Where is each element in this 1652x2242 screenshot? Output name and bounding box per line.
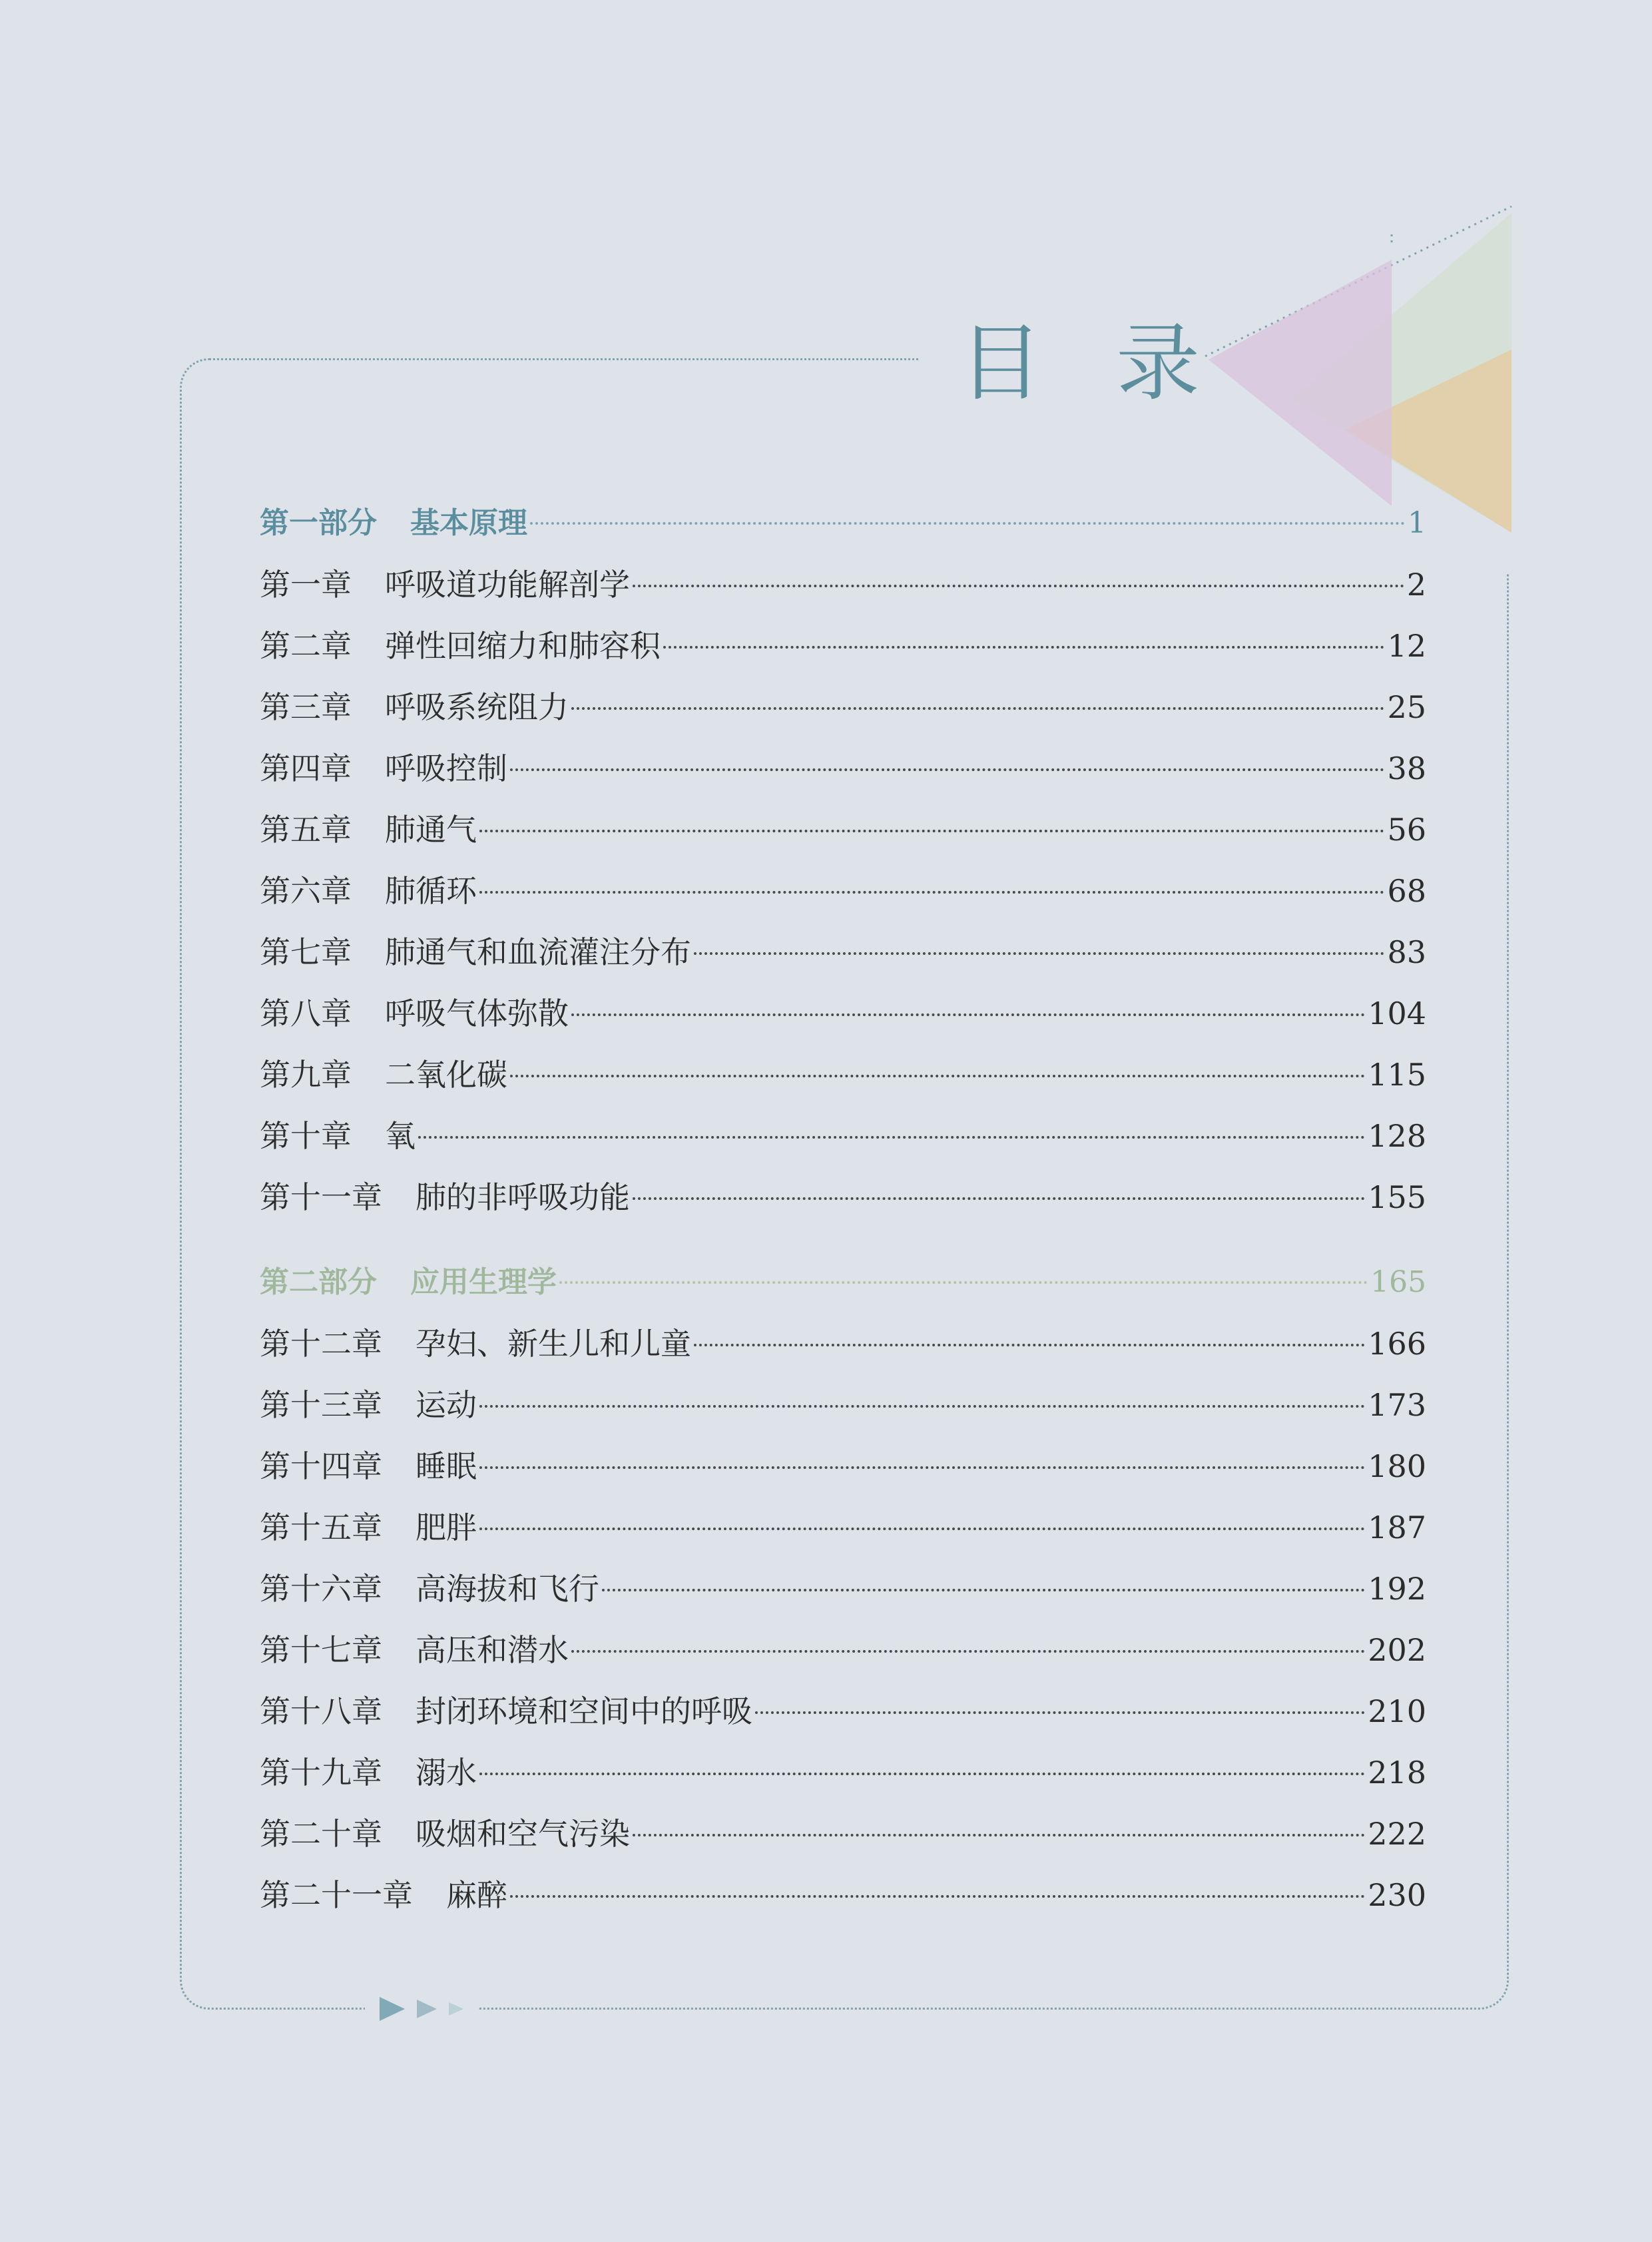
chapter-number: 第十三章 bbox=[260, 1387, 382, 1423]
page-number: 25 bbox=[1387, 689, 1426, 725]
dot-leader bbox=[530, 522, 1405, 525]
part-title: 应用生理学 bbox=[410, 1265, 557, 1299]
chapter-title: 溺水 bbox=[415, 1755, 477, 1791]
page-number: 115 bbox=[1368, 1057, 1426, 1093]
chapter-number: 第八章 bbox=[260, 995, 352, 1031]
page-number: 210 bbox=[1368, 1693, 1426, 1729]
dot-leader bbox=[479, 1405, 1365, 1408]
toc-chapter[interactable] bbox=[260, 860, 1426, 922]
dot-leader bbox=[510, 768, 1384, 771]
chapter-number: 第十四章 bbox=[260, 1448, 382, 1484]
chapter-number: 第十六章 bbox=[260, 1571, 382, 1607]
chapter-title: 高压和潜水 bbox=[415, 1632, 569, 1668]
chapter-number: 第十一章 bbox=[260, 1179, 382, 1215]
dot-leader bbox=[571, 1013, 1365, 1016]
title-char-2: 录 bbox=[1116, 314, 1200, 412]
chapter-number: 第六章 bbox=[260, 873, 352, 909]
dot-leader bbox=[510, 1895, 1365, 1898]
chapter-number: 第五章 bbox=[260, 812, 352, 848]
page-number: 218 bbox=[1368, 1755, 1426, 1791]
dot-leader bbox=[571, 1650, 1365, 1653]
dot-leader bbox=[633, 585, 1404, 587]
page-number: 173 bbox=[1368, 1387, 1426, 1423]
toc-chapter[interactable] bbox=[260, 799, 1426, 860]
chapter-title: 运动 bbox=[415, 1387, 477, 1423]
toc-chapter[interactable] bbox=[260, 1436, 1426, 1497]
chapter-title: 高海拔和飞行 bbox=[415, 1571, 599, 1607]
chapter-title: 肥胖 bbox=[415, 1510, 477, 1545]
toc-chapter[interactable] bbox=[260, 1497, 1426, 1558]
chapter-title: 二氧化碳 bbox=[385, 1057, 507, 1093]
chapter-number: 第四章 bbox=[260, 750, 352, 786]
part-number: 第二部分 bbox=[260, 1265, 377, 1299]
page-title bbox=[959, 306, 1200, 412]
page-number: 187 bbox=[1368, 1510, 1426, 1545]
title-char-1: 目 bbox=[959, 314, 1043, 412]
toc-chapter[interactable] bbox=[260, 1044, 1426, 1105]
part-title: 基本原理 bbox=[410, 506, 527, 540]
page-number: 230 bbox=[1368, 1877, 1426, 1913]
toc-chapter[interactable] bbox=[260, 1619, 1426, 1681]
page-number: 192 bbox=[1368, 1571, 1426, 1607]
chapter-title: 封闭环境和空间中的呼吸 bbox=[415, 1693, 752, 1729]
page-number: 68 bbox=[1387, 873, 1426, 909]
page-number: 56 bbox=[1387, 812, 1426, 848]
dot-leader bbox=[602, 1589, 1365, 1591]
chapter-title: 呼吸控制 bbox=[385, 750, 507, 786]
chapter-number: 第二十章 bbox=[260, 1816, 382, 1852]
toc-part-1[interactable] bbox=[260, 493, 1426, 554]
toc-chapter[interactable] bbox=[260, 983, 1426, 1044]
dot-leader bbox=[663, 646, 1384, 649]
chapter-number: 第二十一章 bbox=[260, 1877, 413, 1913]
chapter-title: 肺的非呼吸功能 bbox=[415, 1179, 630, 1215]
chapter-number: 第十二章 bbox=[260, 1326, 382, 1362]
footer-arrows bbox=[380, 1994, 479, 2024]
toc-chapter[interactable] bbox=[260, 1681, 1426, 1742]
dot-leader bbox=[633, 1834, 1365, 1836]
toc-chapter[interactable] bbox=[260, 1864, 1426, 1926]
toc-chapter[interactable] bbox=[260, 1374, 1426, 1436]
toc-chapter[interactable] bbox=[260, 1803, 1426, 1864]
dot-leader bbox=[694, 1344, 1365, 1346]
page-number: 83 bbox=[1387, 934, 1426, 970]
chapter-number: 第十七章 bbox=[260, 1632, 382, 1668]
chapter-number: 第二章 bbox=[260, 628, 352, 664]
page-number: 128 bbox=[1368, 1118, 1426, 1154]
chapter-title: 麻醉 bbox=[446, 1877, 507, 1913]
page-number: 12 bbox=[1387, 628, 1426, 664]
toc-chapter[interactable] bbox=[260, 738, 1426, 799]
chapter-title: 呼吸气体弥散 bbox=[385, 995, 569, 1031]
toc-chapter[interactable] bbox=[260, 922, 1426, 983]
dot-leader bbox=[479, 1466, 1365, 1469]
dot-leader bbox=[479, 1773, 1365, 1775]
page-number: 180 bbox=[1368, 1448, 1426, 1484]
toc-chapter[interactable] bbox=[260, 1558, 1426, 1619]
dot-leader bbox=[571, 707, 1384, 710]
toc-chapter[interactable] bbox=[260, 1742, 1426, 1803]
table-of-contents bbox=[260, 493, 1426, 1926]
dot-leader bbox=[479, 891, 1384, 894]
page-number: 222 bbox=[1368, 1816, 1426, 1852]
dot-leader bbox=[510, 1075, 1365, 1077]
dot-leader bbox=[633, 1197, 1365, 1200]
dot-leader bbox=[559, 1281, 1368, 1284]
page-number: 38 bbox=[1387, 750, 1426, 786]
arrow-right-icon bbox=[380, 1994, 479, 2024]
toc-chapter[interactable] bbox=[260, 677, 1426, 738]
part-number: 第一部分 bbox=[260, 506, 377, 540]
page-number: 202 bbox=[1368, 1632, 1426, 1668]
chapter-number: 第十五章 bbox=[260, 1510, 382, 1545]
chapter-title: 肺循环 bbox=[385, 873, 477, 909]
toc-part-2[interactable] bbox=[260, 1252, 1426, 1313]
chapter-title: 肺通气和血流灌注分布 bbox=[385, 934, 691, 970]
toc-chapter[interactable] bbox=[260, 554, 1426, 615]
chapter-title: 呼吸道功能解剖学 bbox=[385, 567, 630, 603]
chapter-number: 第十八章 bbox=[260, 1693, 382, 1729]
chapter-title: 吸烟和空气污染 bbox=[415, 1816, 630, 1852]
page-number: 166 bbox=[1368, 1326, 1426, 1362]
page-number: 2 bbox=[1406, 567, 1426, 603]
dot-leader bbox=[418, 1136, 1365, 1139]
chapter-number: 第七章 bbox=[260, 934, 352, 970]
page-number: 1 bbox=[1408, 506, 1426, 540]
toc-chapter[interactable] bbox=[260, 615, 1426, 677]
page-number: 104 bbox=[1368, 995, 1426, 1031]
page-number: 155 bbox=[1368, 1179, 1426, 1215]
chapter-title: 呼吸系统阻力 bbox=[385, 689, 569, 725]
chapter-number: 第九章 bbox=[260, 1057, 352, 1093]
toc-chapter[interactable] bbox=[260, 1105, 1426, 1167]
dot-leader bbox=[694, 952, 1384, 955]
toc-chapter[interactable] bbox=[260, 1167, 1426, 1228]
chapter-title: 孕妇、新生儿和儿童 bbox=[415, 1326, 691, 1362]
dot-leader bbox=[755, 1711, 1365, 1714]
chapter-title: 氧 bbox=[385, 1118, 415, 1154]
chapter-number: 第十九章 bbox=[260, 1755, 382, 1791]
page-number: 165 bbox=[1370, 1265, 1426, 1299]
chapter-number: 第十章 bbox=[260, 1118, 352, 1154]
chapter-title: 弹性回缩力和肺容积 bbox=[385, 628, 661, 664]
dot-leader bbox=[479, 1528, 1365, 1530]
chapter-number: 第一章 bbox=[260, 567, 352, 603]
chapter-number: 第三章 bbox=[260, 689, 352, 725]
chapter-title: 睡眠 bbox=[415, 1448, 477, 1484]
chapter-title: 肺通气 bbox=[385, 812, 477, 848]
toc-chapter[interactable] bbox=[260, 1313, 1426, 1374]
dot-leader bbox=[479, 830, 1384, 832]
